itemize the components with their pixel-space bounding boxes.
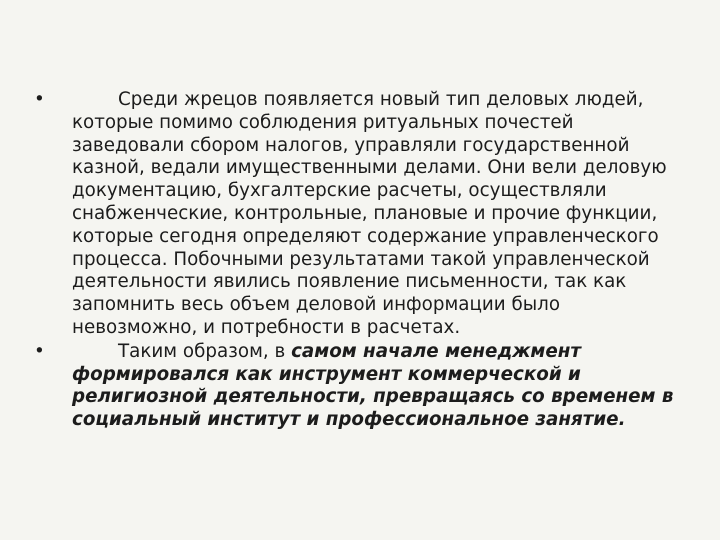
paragraph-2-plain-text: Таким образом, в — [118, 340, 292, 362]
slide-content — [28, 89, 688, 432]
paragraph-1-text: Среди жрецов появляется новый тип деловых людей, которые помимо соблюдения ритуальных почестей заведовали сбором налогов, управляли государственной казной, ведали имущественными делами. Они вели деловую документацию, бухгалтерские расчеты, осуществляли снабженческие, контрольные, плановые и прочие функции, которые сегодня определяют содержание управленческого процесса. Побочными результатами такой управленческой деятельности явились появление письменности, так как запомнить весь объем деловой информации было невозможно, и потребности в расчетах. — [72, 89, 667, 338]
bullet-icon: • — [34, 89, 45, 110]
bullet-item-2 — [28, 341, 688, 432]
bullet-list — [28, 89, 688, 432]
paragraph-2-emphasis-text: самом начале менеджмент формировался как инструмент коммерческой и религиозной деятельности, превращаясь со временем в социальный институт и профессиональное занятие. — [72, 340, 674, 431]
bullet-item-1 — [28, 89, 688, 340]
bullet-icon: • — [34, 340, 45, 362]
